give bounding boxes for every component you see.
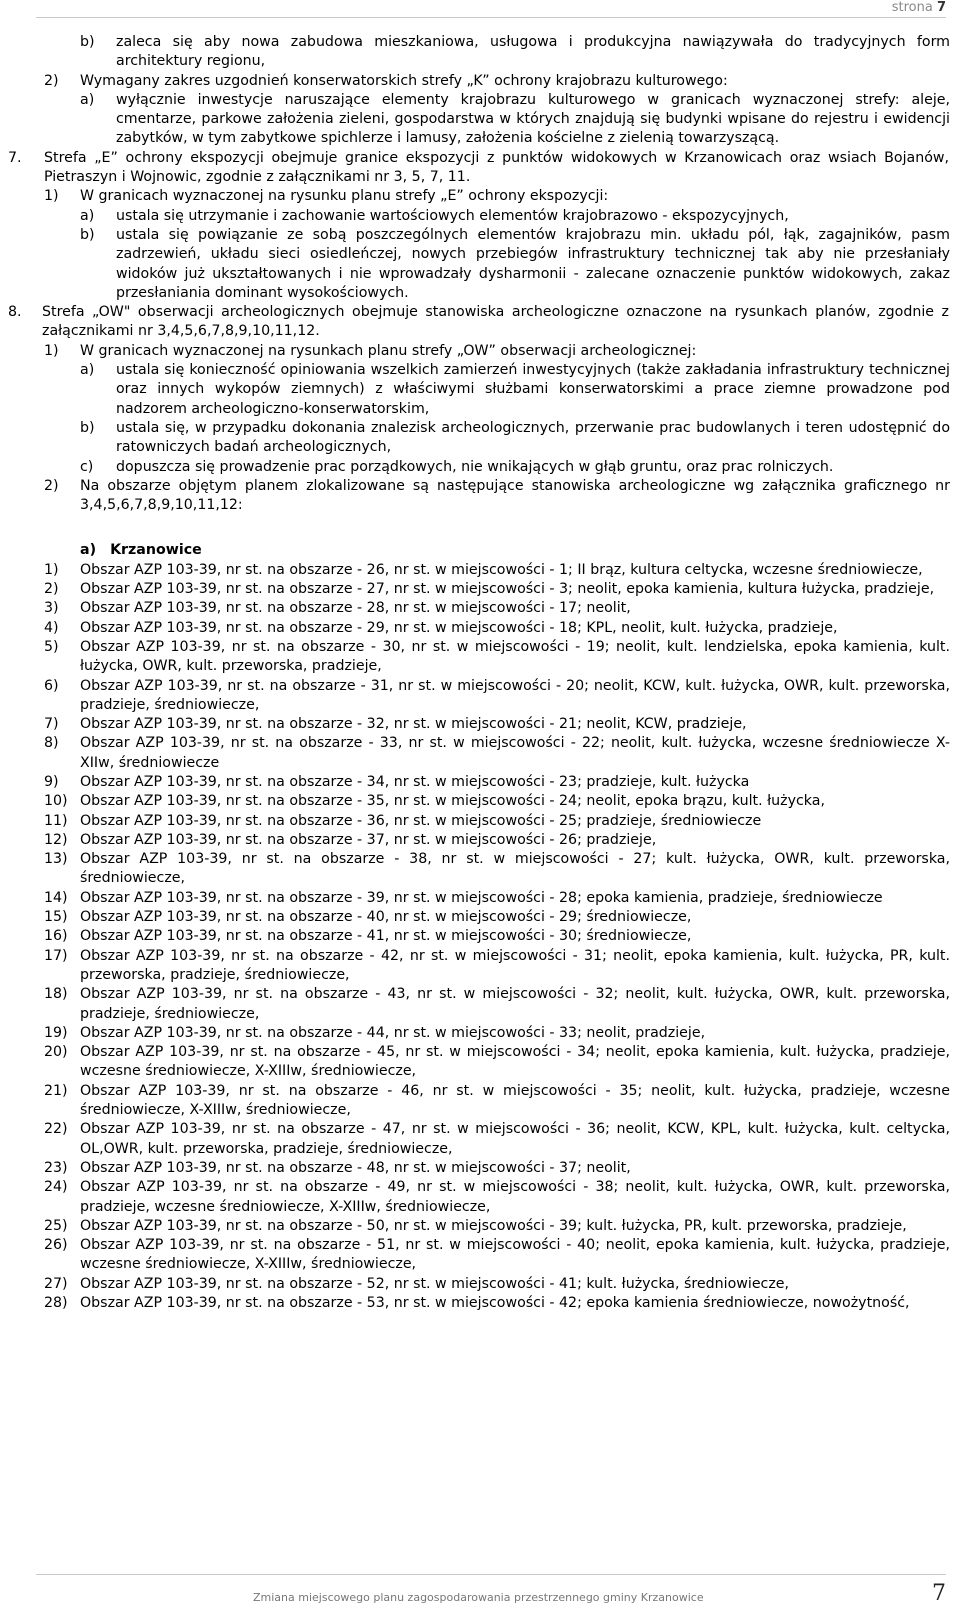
section-title: Krzanowice	[110, 542, 202, 559]
list-item	[0, 792, 950, 811]
paragraph-text: Obszar AZP 103-39, nr st. na obszarze - 27, nr st. w miejscowości - 3; neolit, epoka kamienia, kultura łużycka, pradzieje,	[80, 581, 935, 598]
section-heading	[0, 541, 950, 560]
list-marker: 10)	[44, 793, 68, 810]
list-marker: b)	[80, 226, 95, 243]
paragraph	[0, 342, 950, 361]
paragraph-text: W granicach wyznaczonej na rysunku planu strefy „E” ochrony ekspozycji:	[80, 188, 609, 205]
list-item	[0, 1120, 950, 1159]
paragraph-text: Obszar AZP 103-39, nr st. na obszarze - 29, nr st. w miejscowości - 18; KPL, neolit, kult. łużycka, pradzieje,	[80, 619, 838, 636]
paragraph-text: Obszar AZP 103-39, nr st. na obszarze - 31, nr st. w miejscowości - 20; neolit, KCW, kult. łużycka, OWR, kult. przeworska, pradzieje, średniowiecze,	[80, 677, 950, 713]
list-item	[0, 677, 950, 716]
list-item	[0, 580, 950, 599]
spacer	[0, 515, 960, 541]
list-item	[0, 812, 950, 831]
list-marker: 15)	[44, 909, 68, 926]
site-list	[0, 561, 960, 1314]
paragraph-text: Obszar AZP 103-39, nr st. na obszarze - 32, nr st. w miejscowości - 21; neolit, KCW, pradzieje,	[80, 716, 747, 733]
paragraph-text: ustala się, w przypadku dokonania znalezisk archeologicznych, przerwanie prac budowlanych i teren udostępnić do ratowniczych badań archeologicznych,	[116, 419, 950, 456]
section-marker: a)	[80, 542, 97, 559]
paragraph-text: Obszar AZP 103-39, nr st. na obszarze - 41, nr st. w miejscowości - 30; średniowiecze,	[80, 928, 692, 945]
list-marker: 13)	[44, 851, 68, 868]
list-marker: 28)	[44, 1295, 68, 1311]
list-marker: 2)	[44, 581, 59, 598]
list-marker: 16)	[44, 928, 68, 945]
list-item	[0, 1275, 950, 1294]
list-item	[0, 985, 950, 1024]
list-item	[0, 831, 950, 850]
list-marker: 1)	[44, 561, 59, 578]
list-item	[0, 561, 950, 580]
list-marker: 5)	[44, 638, 59, 655]
paragraph-text: Obszar AZP 103-39, nr st. na obszarze - 39, nr st. w miejscowości - 28; epoka kamienia, pradzieje, średniowiecze	[80, 889, 883, 906]
list-marker: 22)	[44, 1121, 68, 1138]
list-marker: 14)	[44, 889, 68, 906]
paragraph-text: Obszar AZP 103-39, nr st. na obszarze - 34, nr st. w miejscowości - 23; pradzieje, kult. łużycka	[80, 773, 750, 790]
paragraph-text: Obszar AZP 103-39, nr st. na obszarze - 50, nr st. w miejscowości - 39; kult. łużycka, PR, kult. przeworska, pradzieje,	[80, 1217, 907, 1234]
list-item	[0, 908, 950, 927]
list-marker: 21)	[44, 1082, 68, 1099]
paragraph-text: dopuszcza się prowadzenie prac porządkowych, nie wnikających w głąb gruntu, oraz prac rolniczych.	[116, 458, 834, 475]
list-marker: 17)	[44, 947, 68, 964]
list-item	[0, 927, 950, 946]
list-marker: a)	[80, 362, 95, 379]
list-marker: b)	[80, 419, 95, 436]
paragraph-text: Obszar AZP 103-39, nr st. na obszarze - 46, nr st. w miejscowości - 35; neolit, kult. łużycka, pradzieje, wczesne średniowiecze, X-XIIIw, średniowiecze,	[80, 1082, 950, 1119]
list-item	[0, 1178, 950, 1217]
list-item	[0, 773, 950, 792]
paragraph-text: Obszar AZP 103-39, nr st. na obszarze - 53, nr st. w miejscowości - 42; epoka kamienia średniowiecze, nowożytność,	[80, 1295, 910, 1311]
list-marker: 11)	[44, 812, 68, 829]
list-item	[0, 1082, 950, 1121]
paragraph	[0, 72, 950, 91]
list-marker: 3)	[44, 600, 59, 617]
list-item	[0, 1024, 950, 1043]
list-marker: a)	[80, 91, 95, 108]
paragraph	[0, 33, 950, 72]
page-header	[0, 0, 960, 18]
list-marker: 25)	[44, 1217, 68, 1234]
footer-divider	[36, 1574, 946, 1575]
list-marker: b)	[80, 34, 95, 50]
paragraph	[0, 187, 950, 206]
paragraph-text: Wymagany zakres uzgodnień konserwatorskich strefy „K” ochrony krajobrazu kulturowego:	[80, 72, 728, 89]
paragraph-text: Obszar AZP 103-39, nr st. na obszarze - 26, nr st. w miejscowości - 1; II brąz, kultura celtycka, wczesne średniowiecze,	[80, 561, 923, 578]
list-item	[0, 947, 950, 986]
page-number-top: 7	[936, 0, 946, 15]
paragraph-text: Obszar AZP 103-39, nr st. na obszarze - 37, nr st. w miejscowości - 26; pradzieje,	[80, 831, 657, 848]
paragraph-text: Strefa „E” ochrony ekspozycji obejmuje granice ekspozycji z punktów widokowych w Krzanowicach oraz wsiach Bojanów, Pietraszyn i Wojnowic, zgodnie z załącznikami nr 3, 5, 7, 11.	[44, 149, 949, 186]
list-item	[0, 1043, 950, 1082]
paragraph-text: wyłącznie inwestycje naruszające elementy krajobrazu kulturowego w granicach wyznaczonej strefy: aleje, cmentarze, parkowe założenia zieleni, gospodarstwa w których znajdują się budynki wpisane do rejestru i ewidencji zabytków, w tym zabytkowe spichlerze i lamusy, założenia kościelne z zielenią towarzyszącą.	[116, 91, 950, 147]
list-item	[0, 619, 950, 638]
list-item	[0, 1159, 950, 1178]
list-item	[0, 734, 950, 773]
paragraph	[0, 91, 950, 149]
list-marker: 6)	[44, 677, 59, 694]
paragraph-text: Obszar AZP 103-39, nr st. na obszarze - 51, nr st. w miejscowości - 40; neolit, epoka kamienia, kult. łużycka, pradzieje, wczesne średniowiecze, X-XIIIw, średniowiecze,	[80, 1237, 950, 1273]
list-marker: 8)	[44, 735, 59, 752]
list-marker: a)	[80, 207, 95, 224]
list-marker: 7)	[44, 716, 59, 733]
list-marker: 24)	[44, 1179, 68, 1196]
list-item	[0, 1217, 950, 1236]
paragraph-text: Obszar AZP 103-39, nr st. na obszarze - 44, nr st. w miejscowości - 33; neolit, pradzieje,	[80, 1024, 706, 1041]
paragraph-text: zaleca się aby nowa zabudowa mieszkaniowa, usługowa i produkcyjna nawiązywała do tradycyjnych form architektury regionu,	[116, 34, 950, 70]
paragraph-text: Obszar AZP 103-39, nr st. na obszarze - 40, nr st. w miejscowości - 29; średniowiecze,	[80, 909, 692, 926]
paragraph-text: Obszar AZP 103-39, nr st. na obszarze - 28, nr st. w miejscowości - 17; neolit,	[80, 600, 631, 617]
paragraph-text: Obszar AZP 103-39, nr st. na obszarze - 35, nr st. w miejscowości - 24; neolit, epoka brązu, kult. łużycka,	[80, 793, 825, 810]
paragraph-text: ustala się konieczność opiniowania wszelkich zamierzeń inwestycyjnych (także zakładania infrastruktury technicznej oraz innych wykopów ziemnych) z właściwymi służbami konserwatorskimi a prace ziemne prowadzone pod nadzorem archeologiczno-konserwatorskim,	[116, 362, 950, 417]
list-marker: 26)	[44, 1237, 68, 1254]
paragraph	[0, 149, 949, 188]
regulation-text	[0, 33, 960, 515]
footer-title: Zmiana miejscowego planu zagospodarowania przestrzennego gminy Krzanowice	[253, 1591, 704, 1604]
paragraph-text: Obszar AZP 103-39, nr st. na obszarze - 49, nr st. w miejscowości - 38; neolit, kult. łużycka, OWR, kult. przeworska, pradzieje, wczesne średniowiecze, X-XIIIw, średniowiecze,	[80, 1179, 950, 1215]
paragraph	[0, 303, 949, 342]
paragraph-text: Obszar AZP 103-39, nr st. na obszarze - 38, nr st. w miejscowości - 27; kult. łużycka, OWR, kult. przeworska, średniowiecze,	[80, 851, 950, 887]
paragraph-text: Obszar AZP 103-39, nr st. na obszarze - 47, nr st. w miejscowości - 36; neolit, KCW, KPL, kult. łużycka, kult. celtycka, OL,OWR, kult. przeworska, pradzieje, średniowiecze,	[80, 1121, 950, 1157]
paragraph	[0, 207, 950, 226]
header-divider	[36, 17, 946, 18]
list-item	[0, 715, 950, 734]
paragraph-text: Obszar AZP 103-39, nr st. na obszarze - 33, nr st. w miejscowości - 22; neolit, kult. łużycka, wczesne średniowiecze X-XIIw, średniowiecze	[80, 735, 950, 771]
list-item	[0, 1236, 950, 1275]
list-marker: 1)	[44, 188, 59, 205]
paragraph-text: Strefa „OW" obserwacji archeologicznych obejmuje stanowiska archeologiczne oznaczone na rysunkach planów, zgodnie z załącznikami nr 3,4,5,6,7,8,9,10,11,12.	[42, 304, 949, 340]
list-marker: 4)	[44, 619, 59, 636]
paragraph-text: Obszar AZP 103-39, nr st. na obszarze - 30, nr st. w miejscowości - 19; neolit, kult. lendzielska, epoka kamienia, kult. łużycka, OWR, kult. przeworska, pradzieje,	[80, 638, 950, 675]
page-number-bottom: 7	[932, 1581, 946, 1606]
list-marker: 18)	[44, 986, 68, 1003]
list-marker: c)	[80, 458, 94, 475]
list-marker: 7.	[8, 149, 22, 166]
list-marker: 23)	[44, 1159, 68, 1176]
list-item	[0, 599, 950, 618]
list-marker: 19)	[44, 1024, 68, 1041]
paragraph-text: Obszar AZP 103-39, nr st. na obszarze - 43, nr st. w miejscowości - 32; neolit, kult. łużycka, OWR, kult. przeworska, pradzieje, średniowiecze,	[80, 986, 950, 1022]
list-marker: 12)	[44, 831, 68, 848]
paragraph-text: Obszar AZP 103-39, nr st. na obszarze - 52, nr st. w miejscowości - 41; kult. łużycka, średniowiecze,	[80, 1275, 790, 1292]
page-indicator	[892, 0, 946, 15]
paragraph-text: W granicach wyznaczonej na rysunkach planu strefy „OW” obserwacji archeologicznej:	[80, 342, 697, 359]
paragraph	[0, 361, 950, 419]
page-footer	[0, 1574, 960, 1609]
paragraph-text: Obszar AZP 103-39, nr st. na obszarze - 45, nr st. w miejscowości - 34; neolit, epoka kamienia, kult. łużycka, pradzieje, wczesne średniowiecze, X-XIIIw, średniowiecze,	[80, 1044, 950, 1080]
paragraph-text: Obszar AZP 103-39, nr st. na obszarze - 36, nr st. w miejscowości - 25; pradzieje, średniowiecze	[80, 812, 762, 829]
list-marker: 27)	[44, 1275, 68, 1292]
list-marker: 8.	[8, 304, 22, 321]
paragraph-text: Na obszarze objętym planem zlokalizowane są następujące stanowiska archeologiczne wg załącznika graficznego nr 3,4,5,6,7,8,9,10,11,12:	[80, 477, 950, 514]
list-item	[0, 850, 950, 889]
paragraph	[0, 419, 950, 458]
list-item	[0, 638, 950, 677]
paragraph-text: ustala się utrzymanie i zachowanie wartościowych elementów krajobrazowo - ekspozycyjnych,	[116, 207, 789, 224]
paragraph-text: Obszar AZP 103-39, nr st. na obszarze - 48, nr st. w miejscowości - 37; neolit,	[80, 1159, 631, 1176]
paragraph	[0, 477, 950, 516]
list-item	[0, 1294, 950, 1313]
list-marker: 1)	[44, 342, 59, 359]
list-item	[0, 889, 950, 908]
list-marker: 20)	[44, 1044, 68, 1061]
document-body	[0, 33, 960, 1313]
list-marker: 2)	[44, 72, 59, 89]
list-marker: 2)	[44, 477, 59, 494]
list-marker: 9)	[44, 773, 59, 790]
paragraph	[0, 458, 950, 477]
paragraph-text: Obszar AZP 103-39, nr st. na obszarze - 42, nr st. w miejscowości - 31; neolit, epoka kamienia, kult. łużycka, PR, kult. przeworska, pradzieje, średniowiecze,	[80, 947, 950, 983]
page-label: strona	[891, 0, 933, 15]
paragraph-text: ustala się powiązanie ze sobą poszczególnych elementów krajobrazu min. układu pól, łąk, zagajników, pasm zadrzewień, układu sieci osiedleńczej, nowych przebiegów infrastruktury technicznej tak aby nie przesłaniały widoków już ukształtowanych i nie wprowadzały dysharmonii - zalecane oznaczenie punktów widokowych, zakaz przesłaniania dominant wysokościowych.	[116, 226, 950, 301]
paragraph	[0, 226, 950, 303]
